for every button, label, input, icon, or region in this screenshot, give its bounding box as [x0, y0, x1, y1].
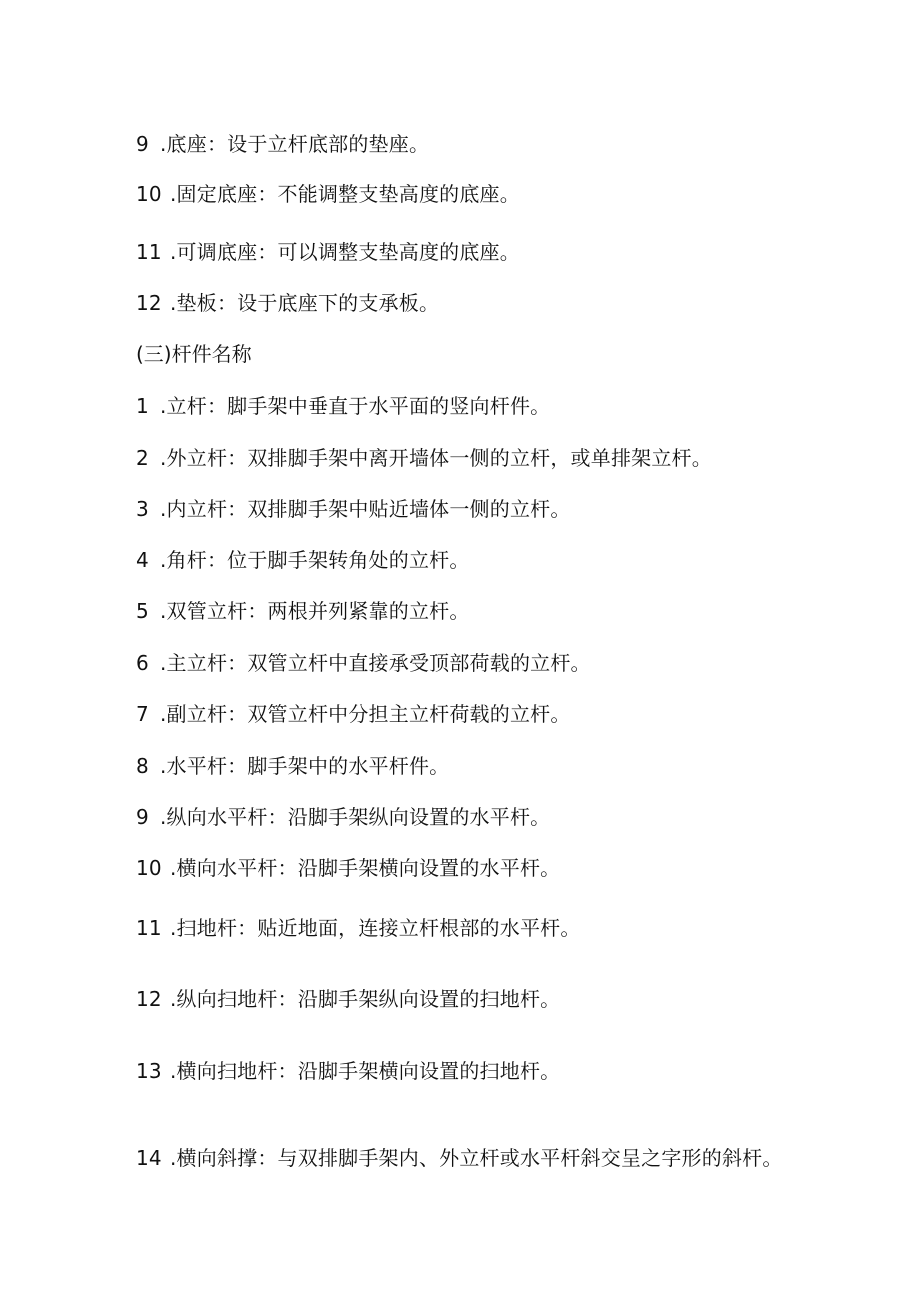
item-number: 14 [136, 1146, 162, 1170]
item-number: 5 [136, 599, 149, 623]
list-item [136, 392, 550, 420]
item-number: 7 [136, 702, 149, 726]
item-text: .垫板：设于底座下的支承板。 [170, 291, 440, 315]
item-text: .内立杆：双排脚手架中贴近墙体一侧的立杆。 [160, 497, 571, 521]
item-number: 9 [136, 132, 149, 156]
item-number: 10 [136, 856, 162, 880]
list-item [136, 803, 550, 831]
list-item [136, 495, 571, 523]
item-text: .可调底座：可以调整支垫高度的底座。 [170, 240, 520, 264]
item-text: .角杆：位于脚手架转角处的立杆。 [160, 548, 470, 572]
list-item [136, 1057, 560, 1085]
item-text: .副立杆：双管立杆中分担主立杆荷载的立杆。 [160, 702, 571, 726]
list-item [136, 180, 520, 208]
list-item [136, 597, 470, 625]
list-item [136, 752, 449, 780]
item-number: 1 [136, 394, 149, 418]
item-text: .立杆：脚手架中垂直于水平面的竖向杆件。 [160, 394, 551, 418]
item-number: 10 [136, 182, 162, 206]
list-item [136, 700, 571, 728]
item-text: .纵向扫地杆：沿脚手架纵向设置的扫地杆。 [170, 987, 561, 1011]
list-item [136, 914, 581, 942]
item-text: .水平杆：脚手架中的水平杆件。 [160, 754, 450, 778]
list-item [136, 130, 429, 158]
item-text: .底座：设于立杆底部的垫座。 [160, 132, 430, 156]
item-number: 11 [136, 916, 162, 940]
list-item [136, 985, 560, 1013]
item-text: .主立杆：双管立杆中直接承受顶部荷载的立杆。 [160, 651, 591, 675]
list-item [136, 854, 560, 882]
list-item [136, 238, 520, 266]
item-text: .固定底座：不能调整支垫高度的底座。 [170, 182, 520, 206]
item-text: .横向水平杆：沿脚手架横向设置的水平杆。 [170, 856, 561, 880]
list-item [136, 289, 439, 317]
item-number: 12 [136, 987, 162, 1011]
item-number: 8 [136, 754, 149, 778]
item-number: 2 [136, 446, 149, 470]
list-item [136, 546, 470, 574]
item-number: 11 [136, 240, 162, 264]
item-number: 13 [136, 1059, 162, 1083]
item-number: 9 [136, 805, 149, 829]
item-text: .外立杆：双排脚手架中离开墙体一侧的立杆，或单排架立杆。 [160, 446, 712, 470]
item-number: 3 [136, 497, 149, 521]
item-text: .双管立杆：两根并列紧靠的立杆。 [160, 599, 470, 623]
section-heading: (三)杆件名称 [136, 342, 252, 366]
item-number: 6 [136, 651, 149, 675]
list-item [136, 444, 712, 472]
item-number: 12 [136, 291, 162, 315]
item-text: .横向扫地杆：沿脚手架横向设置的扫地杆。 [170, 1059, 561, 1083]
item-text: .扫地杆：贴近地面，连接立杆根部的水平杆。 [170, 916, 581, 940]
item-number: 4 [136, 548, 149, 572]
item-text: .纵向水平杆：沿脚手架纵向设置的水平杆。 [160, 805, 551, 829]
list-item [136, 1144, 783, 1172]
list-item [136, 649, 591, 677]
item-text: .横向斜撑：与双排脚手架内、外立杆或水平杆斜交呈之字形的斜杆。 [170, 1146, 783, 1170]
